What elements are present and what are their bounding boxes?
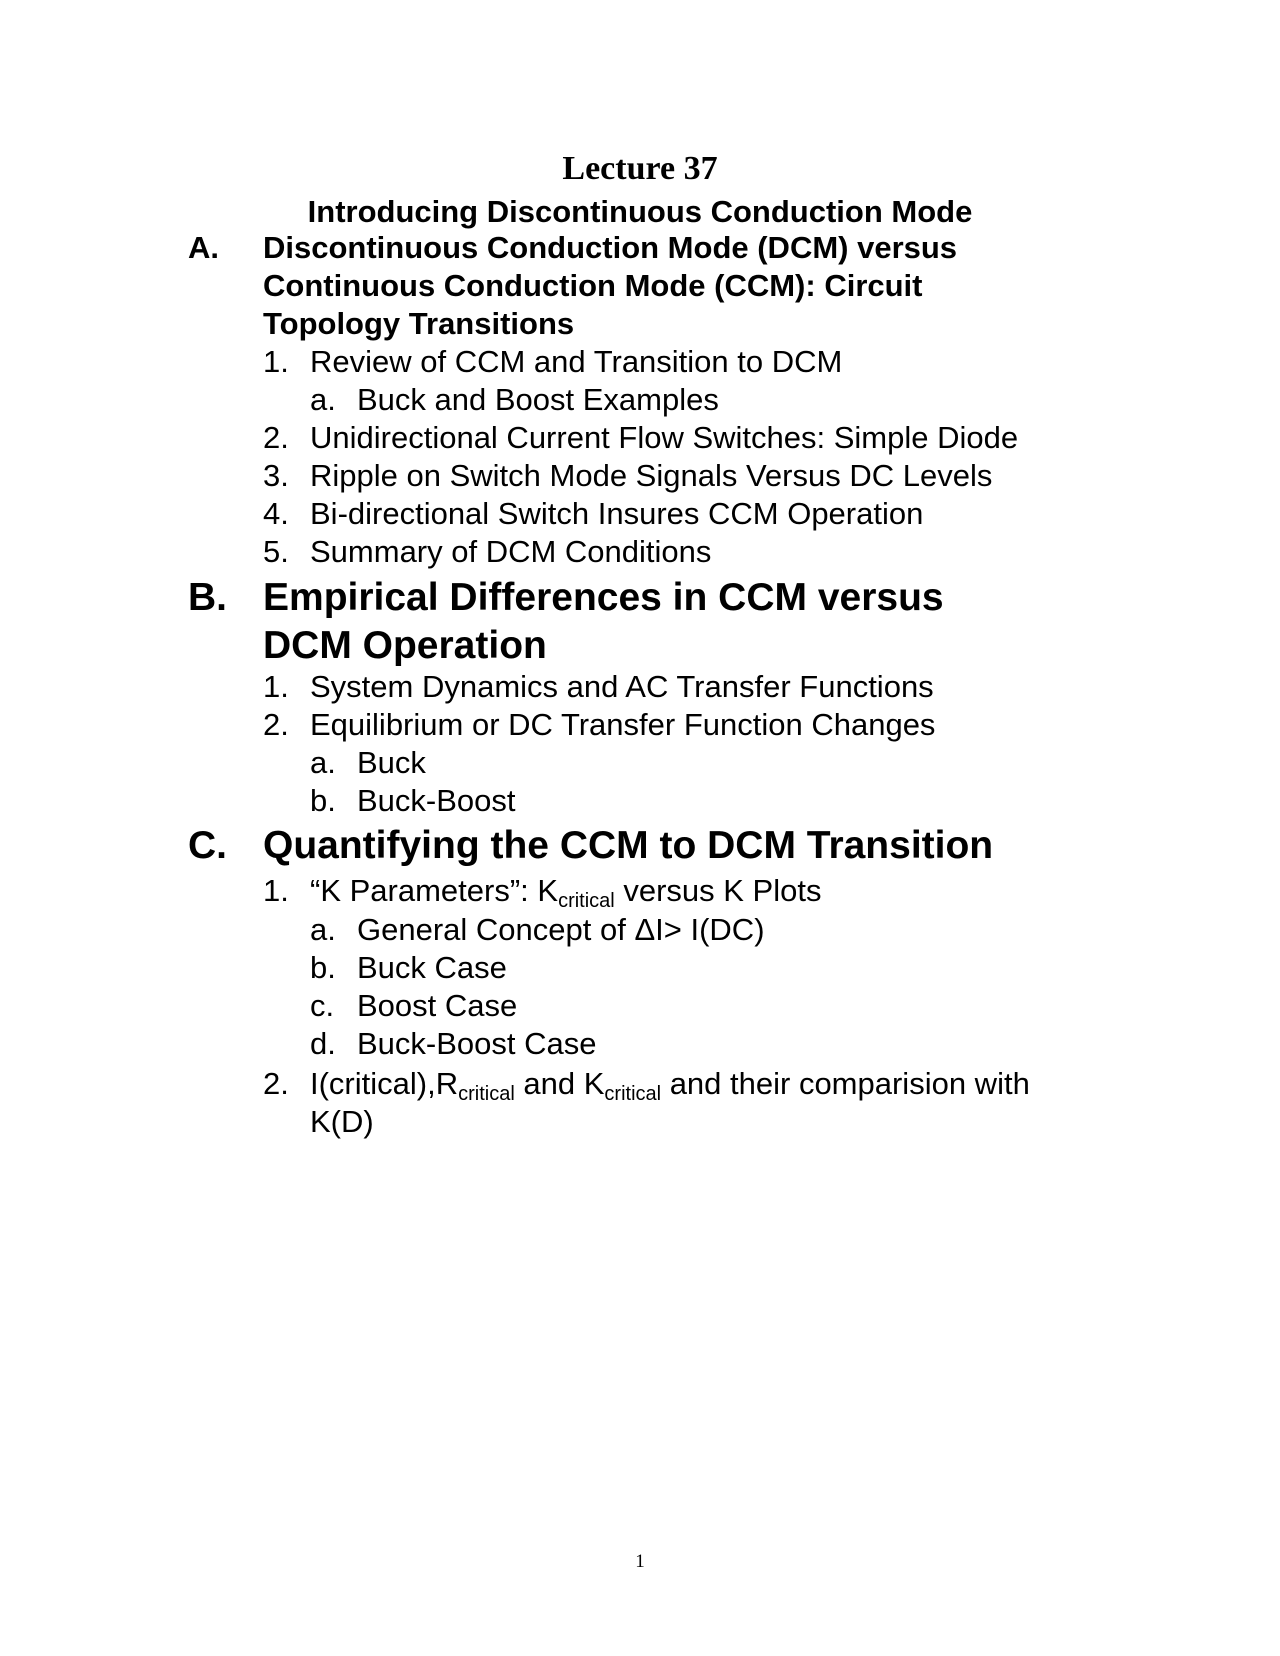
sub-item: Buck Case	[357, 950, 507, 985]
critical-text-3: and their comparision with	[661, 1066, 1030, 1101]
list-item-number: 1.	[263, 669, 289, 704]
section-b-letter: B.	[188, 576, 227, 619]
page-title: Lecture 37	[562, 150, 718, 187]
list-item	[310, 1066, 1030, 1105]
sub-item-letter: b.	[310, 783, 336, 818]
list-item	[310, 873, 822, 912]
sub-item: Boost Case	[357, 988, 518, 1023]
list-item-number: 2.	[263, 1066, 289, 1101]
section-b-heading-line-2: DCM Operation	[263, 624, 547, 667]
list-item: Equilibrium or DC Transfer Function Changes	[310, 707, 936, 742]
list-item-number: 2.	[263, 707, 289, 742]
list-item: Unidirectional Current Flow Switches: Simple Diode	[310, 420, 1019, 455]
sub-item-letter: a.	[310, 382, 336, 417]
sub-item-letter: c.	[310, 988, 335, 1023]
list-item: Bi-directional Switch Insures CCM Operation	[310, 496, 924, 531]
sub-item: Buck	[357, 745, 426, 780]
list-item-continuation: K(D)	[310, 1104, 374, 1139]
page-subtitle: Introducing Discontinuous Conduction Mode	[307, 194, 973, 229]
sub-item-letter: a.	[310, 745, 336, 780]
critical-text-2: and K	[514, 1066, 605, 1101]
sub-item: General Concept of ΔI> I(DC)	[357, 912, 765, 947]
list-item: System Dynamics and AC Transfer Functions	[310, 669, 934, 704]
list-item: Review of CCM and Transition to DCM	[310, 344, 843, 379]
sub-item: Buck and Boost Examples	[357, 382, 719, 417]
list-item-number: 2.	[263, 420, 289, 455]
list-item-number: 1.	[263, 873, 289, 908]
section-c-letter: C.	[188, 824, 227, 867]
section-a-heading-line-3: Topology Transitions	[263, 306, 575, 341]
list-item-number: 1.	[263, 344, 289, 379]
subscript: critical	[558, 890, 615, 912]
k-parameters-text: “K Parameters”: K	[310, 873, 559, 908]
subscript: critical	[604, 1083, 662, 1105]
section-b-heading-line-1: Empirical Differences in CCM versus	[263, 576, 944, 619]
list-item-number: 4.	[263, 496, 289, 531]
critical-text-1: I(critical),R	[310, 1066, 459, 1101]
section-a-heading-line-2: Continuous Conduction Mode (CCM): Circuit	[263, 268, 923, 303]
subscript: critical	[458, 1083, 515, 1105]
section-a-heading-line-1: Discontinuous Conduction Mode (DCM) versus	[263, 230, 958, 265]
section-a-letter: A.	[188, 230, 219, 265]
list-item: Summary of DCM Conditions	[310, 534, 712, 569]
page-number: 1	[635, 1551, 645, 1572]
sub-item-letter: d.	[310, 1026, 336, 1061]
sub-item-letter: b.	[310, 950, 336, 985]
k-parameters-suffix: versus K Plots	[614, 873, 822, 908]
sub-item-letter: a.	[310, 912, 336, 947]
list-item-number: 3.	[263, 458, 289, 493]
section-c-heading: Quantifying the CCM to DCM Transition	[263, 824, 994, 867]
list-item-number: 5.	[263, 534, 289, 569]
list-item: Ripple on Switch Mode Signals Versus DC Levels	[310, 458, 993, 493]
sub-item: Buck-Boost	[357, 783, 516, 818]
sub-item: Buck-Boost Case	[357, 1026, 597, 1061]
